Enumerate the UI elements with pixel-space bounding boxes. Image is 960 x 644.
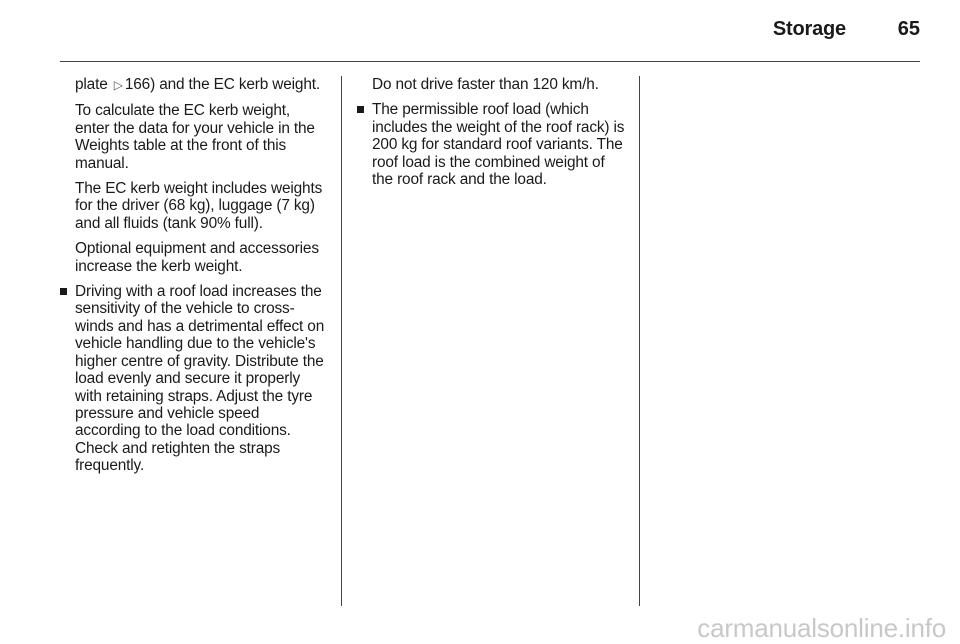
watermark: carmanualsonline.info — [697, 613, 946, 643]
list-item-roof-load-limit — [357, 101, 625, 188]
arrow-right-icon[interactable]: ▷ — [113, 78, 123, 92]
paragraph-kerb-weight-includes: The EC kerb weight includes weights for the driver (68 kg), luggage (7 kg) and all fluids (tank 90% full). — [75, 180, 323, 232]
reference-paragraph — [60, 76, 328, 94]
paragraph-calculate-weight: To calculate the EC kerb weight, enter the data for your vehicle in the Weights table at the front of this manual. — [75, 102, 315, 172]
left-column — [60, 76, 328, 483]
paragraph-speed-limit: Do not drive faster than 120 km/h. — [372, 76, 599, 93]
column-divider — [341, 76, 342, 606]
column-divider — [639, 76, 640, 606]
reference-prefix: plate — [75, 76, 108, 93]
bullet-text: The permissible roof load (which includes the weight of the roof rack) is 200 kg for standard roof variants. The roof load is the combined weight of the roof rack and the load. — [372, 101, 625, 189]
list-item-roof-load-handling — [60, 283, 328, 474]
reference-suffix: 166) and the EC kerb weight. — [124, 76, 321, 93]
middle-column — [357, 76, 625, 196]
paragraph-optional-equipment: Optional equipment and accessories increase the kerb weight. — [75, 240, 319, 275]
bullet-square-icon — [60, 288, 67, 295]
page-section-title: Storage — [772, 18, 846, 40]
bullet-text: Driving with a roof load increases the sensitivity of the vehicle to cross-winds and has a detrimental effect on vehicle handling due to the vehicle's higher centre of gravity. Distribute the load evenly and secure it properly with retaining straps. Adjust the tyre pressure and vehicle speed according to the load conditions. Check and retighten the straps frequently. — [75, 283, 325, 475]
header-divider — [60, 61, 920, 62]
page-number: 65 — [897, 18, 920, 40]
bullet-square-icon — [357, 106, 364, 113]
